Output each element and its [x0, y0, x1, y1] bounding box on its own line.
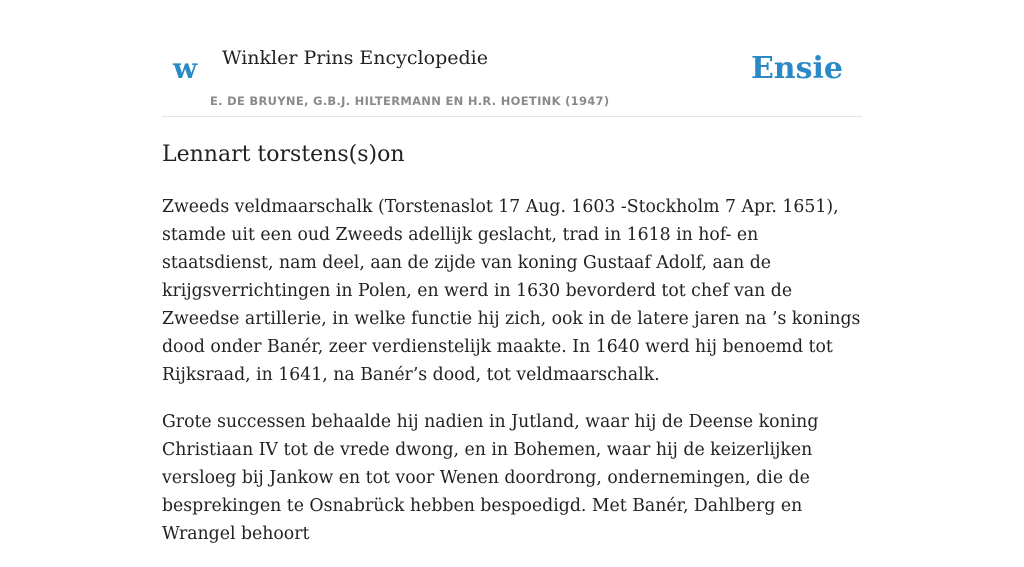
source-title[interactable]: Winkler Prins Encyclopedie [222, 47, 488, 69]
site-header [162, 0, 862, 117]
article-paragraph-2: Grote successen behaalde hij nadien in Jutland, waar hij de Deense koning Christiaan IV tot de vrede dwong, en in Bohemen, waar hij de keizerlijken versloeg bij Jankow en tot voor Wenen doordrong, ondernemingen, die de besprekingen te Osnabrück hebben bespoedigd. Met Banér, Dahlberg en Wrangel behoort [162, 412, 819, 544]
ensie-brand-logo[interactable]: Ensie [750, 51, 843, 86]
article-paragraph-1: Zweeds veldmaarschalk (Torstenaslot 17 Aug. 1603 -Stockholm 7 Apr. 1651), stamde uit een oud Zweeds adellijk geslacht, trad in 1618 in hof- en staatsdienst, nam deel, aan de zijde van koning Gustaaf Adolf, aan de krijgsverrichtingen in Polen, en werd in 1630 bevorderd tot chef van de Zweedse artillerie, in welke functie hij zich, ook in de latere jaren na ’s konings dood onder Banér, zeer verdienstelijk maakte. In 1640 werd hij benoemd tot Rijksraad, in 1641, na Banér’s dood, tot veldmaarschalk. [162, 197, 861, 385]
article-body [162, 136, 862, 567]
winkler-prins-logo-icon[interactable]: w [173, 52, 198, 85]
article-title: Lennart torstens(s)on [162, 142, 405, 167]
source-authors: E. DE BRUYNE, G.B.J. HILTERMANN EN H.R. HOETINK (1947) [210, 94, 610, 108]
